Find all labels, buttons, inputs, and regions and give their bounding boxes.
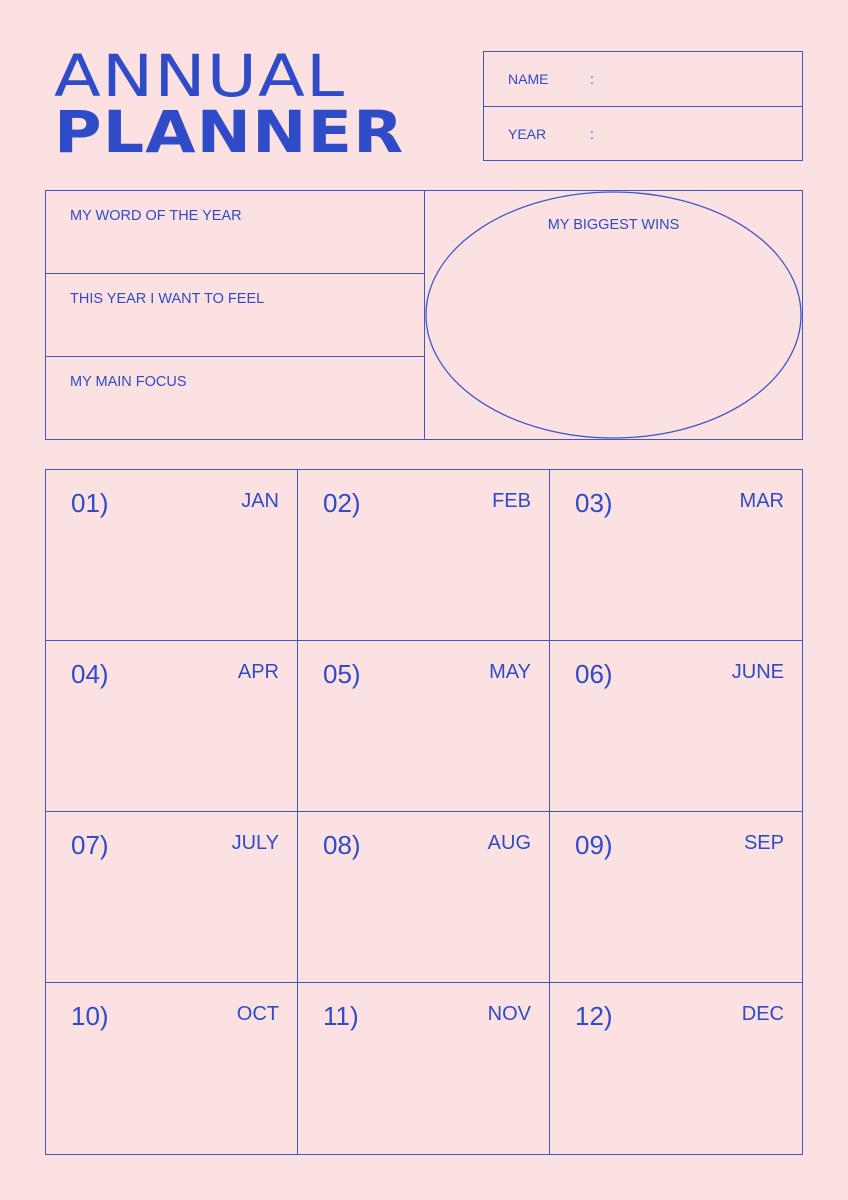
word-of-year-box[interactable] <box>46 191 424 273</box>
want-to-feel-label: THIS YEAR I WANT TO FEEL <box>70 291 265 307</box>
month-cell-july[interactable] <box>46 812 298 983</box>
month-name: DEC <box>741 1003 784 1025</box>
name-label: NAME <box>508 71 549 87</box>
month-name: MAY <box>489 661 531 683</box>
month-number: 09) <box>575 830 613 860</box>
month-number: 04) <box>71 659 109 689</box>
month-name: SEP <box>743 832 784 854</box>
month-cell-oct[interactable] <box>46 983 298 1154</box>
month-name: JAN <box>241 490 279 512</box>
name-colon: : <box>590 71 594 87</box>
title-annual: ANNUAL <box>54 42 346 110</box>
month-cell-sep[interactable] <box>550 812 802 983</box>
month-number: 01) <box>71 488 109 518</box>
month-cell-mar[interactable] <box>550 470 802 641</box>
biggest-wins-label: MY BIGGEST WINS <box>547 217 680 233</box>
month-name: MAR <box>739 490 784 512</box>
month-number: 05) <box>323 659 361 689</box>
month-name: OCT <box>236 1003 279 1025</box>
month-cell-jan[interactable] <box>46 470 298 641</box>
year-colon: : <box>590 125 594 142</box>
month-number: 08) <box>323 830 361 860</box>
biggest-wins-box[interactable] <box>425 191 802 439</box>
month-name: JULY <box>231 832 279 854</box>
month-number: 06) <box>575 659 613 689</box>
month-name: NOV <box>487 1003 531 1025</box>
month-number: 10) <box>71 1001 109 1031</box>
month-cell-nov[interactable] <box>298 983 550 1154</box>
month-number: 03) <box>575 488 613 518</box>
months-grid <box>45 469 803 1155</box>
month-cell-june[interactable] <box>550 641 802 812</box>
month-cell-apr[interactable] <box>46 641 298 812</box>
month-number: 12) <box>575 1001 613 1031</box>
year-label: YEAR <box>508 125 547 142</box>
month-name: FEB <box>492 490 531 512</box>
month-name: JUNE <box>731 661 784 683</box>
info-box <box>483 51 803 161</box>
month-cell-aug[interactable] <box>298 812 550 983</box>
main-focus-box[interactable] <box>46 356 424 439</box>
month-cell-may[interactable] <box>298 641 550 812</box>
year-field[interactable] <box>484 106 802 160</box>
goals-list <box>46 191 425 439</box>
goals-section <box>45 190 803 440</box>
want-to-feel-box[interactable] <box>46 273 424 356</box>
month-name: AUG <box>487 832 531 854</box>
page-title <box>54 42 405 166</box>
title-planner: PLANNER <box>54 98 405 166</box>
main-focus-label: MY MAIN FOCUS <box>70 374 187 390</box>
word-of-year-label: MY WORD OF THE YEAR <box>70 208 242 224</box>
month-cell-feb[interactable] <box>298 470 550 641</box>
month-name: APR <box>237 661 279 683</box>
month-cell-dec[interactable] <box>550 983 802 1154</box>
month-number: 02) <box>323 488 361 518</box>
month-number: 11) <box>323 1001 359 1031</box>
name-field[interactable] <box>484 52 802 106</box>
month-number: 07) <box>71 830 109 860</box>
